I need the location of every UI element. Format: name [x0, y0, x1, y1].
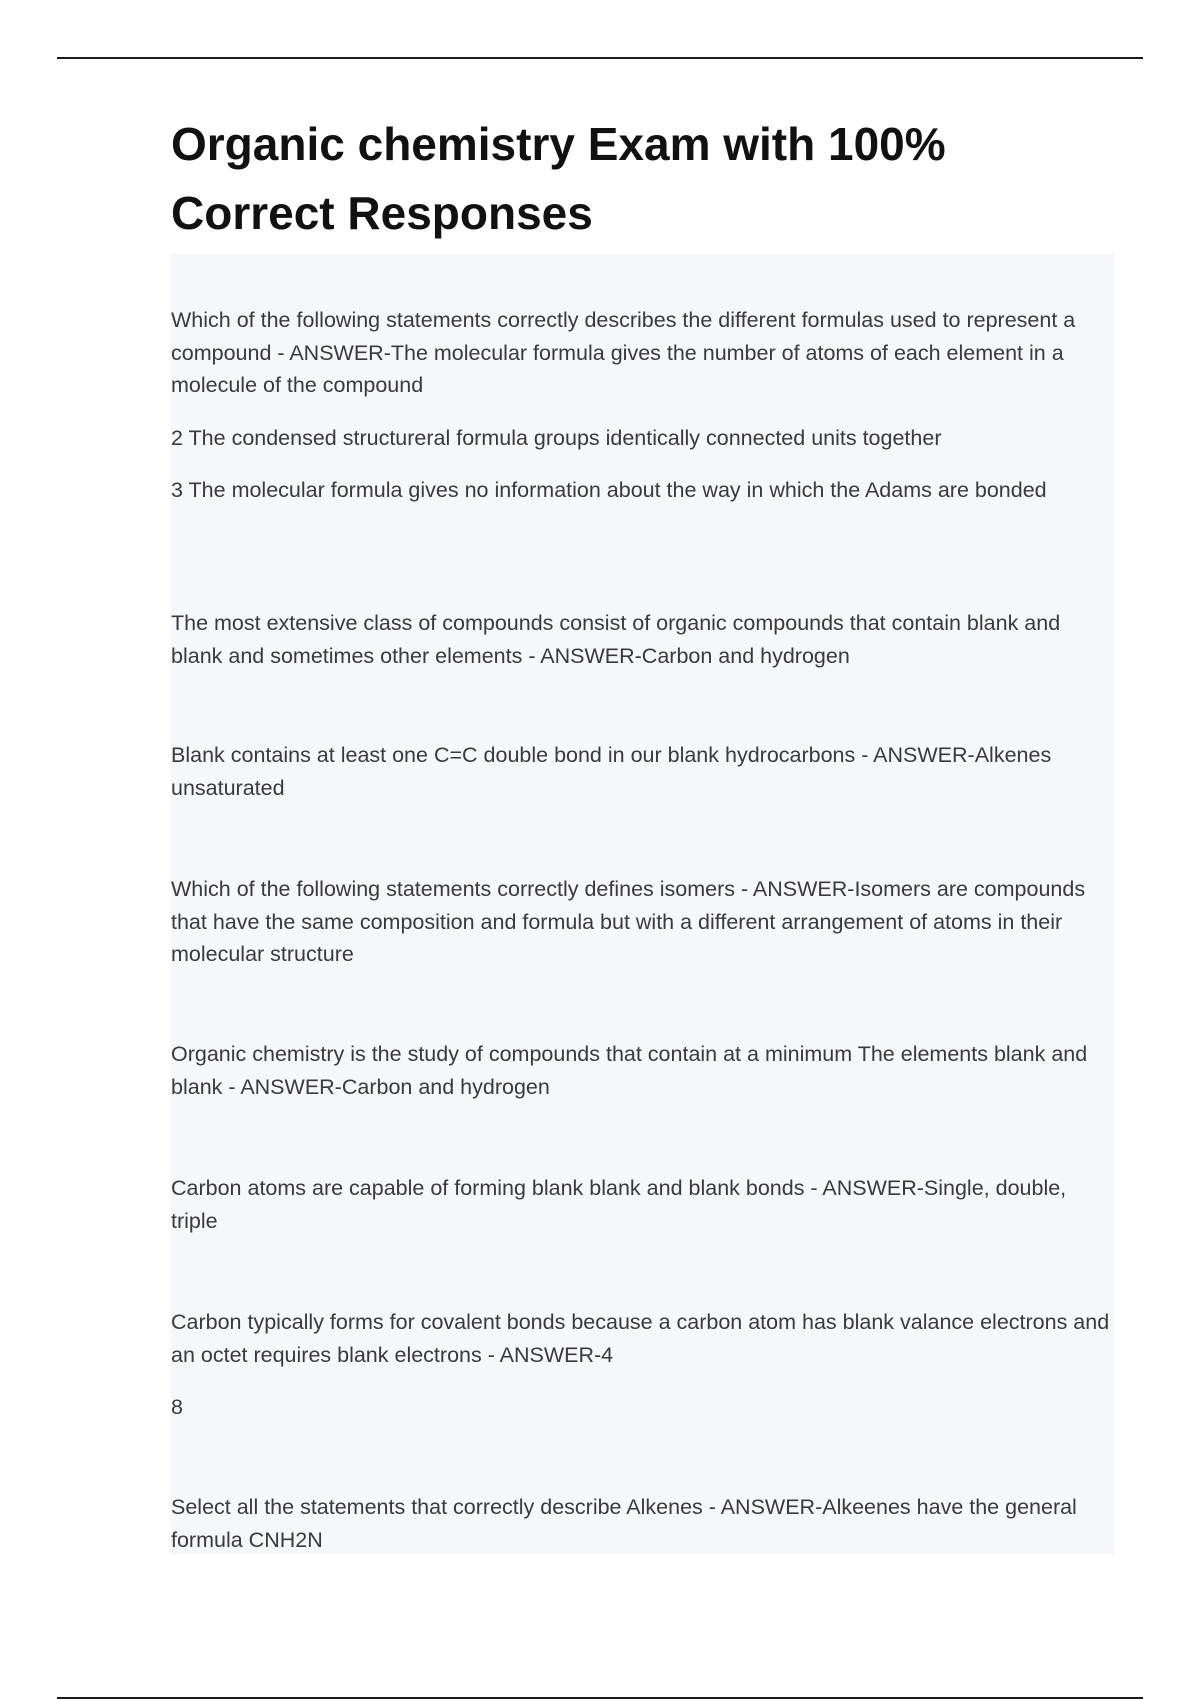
qa-text: Blank contains at least one C=C double bond in our blank hydrocarbons - ANSWER-Alkenes unsaturated — [171, 743, 1052, 800]
qa-text: 3 The molecular formula gives no information about the way in which the Adams are bonded — [171, 478, 1047, 502]
qa-item — [171, 873, 1114, 991]
qa-text: 2 The condensed structureral formula groups identically connected units together — [171, 425, 942, 450]
top-rule — [57, 57, 1143, 59]
qa-panel — [171, 254, 1114, 1554]
bottom-rule — [57, 1697, 1143, 1699]
qa-text: Which of the following statements correctly defines isomers - ANSWER-Isomers are compounds that have the same composition and formula but with a different arrangement of atoms in their molecular structure — [171, 877, 1086, 966]
qa-item — [171, 607, 1114, 692]
qa-text: Organic chemistry is the study of compounds that contain at a minimum The elements blank and blank - ANSWER-Carbon and hydrogen — [171, 1042, 1088, 1099]
qa-text: 8 — [171, 1395, 183, 1419]
qa-item — [171, 1491, 1114, 1576]
qa-item — [171, 739, 1114, 824]
qa-text: Select all the statements that correctly describe Alkenes - ANSWER-Alkeenes have the general formula CNH2N — [171, 1495, 1077, 1552]
qa-text: Carbon atoms are capable of forming blank blank and blank bonds - ANSWER-Single, double, triple — [171, 1176, 1067, 1233]
qa-item — [171, 1172, 1114, 1257]
qa-text: Which of the following statements correctly describes the different formulas used to represent a compound - ANSWER-The molecular formula gives the number of atoms of each element in a molecule of the compound — [171, 308, 1076, 397]
qa-text: Carbon typically forms for covalent bonds because a carbon atom has blank valance electrons and an octet requires blank electrons - ANSWER-4 — [171, 1310, 1110, 1367]
page-title: Organic chemistry Exam with 100% Correct Responses — [171, 118, 946, 239]
qa-item — [171, 1306, 1114, 1444]
qa-item — [171, 1038, 1114, 1123]
qa-item — [171, 304, 1114, 527]
qa-text: The most extensive class of compounds consist of organic compounds that contain blank and blank and sometimes other elements - ANSWER-Carbon and hydrogen — [171, 611, 1061, 668]
